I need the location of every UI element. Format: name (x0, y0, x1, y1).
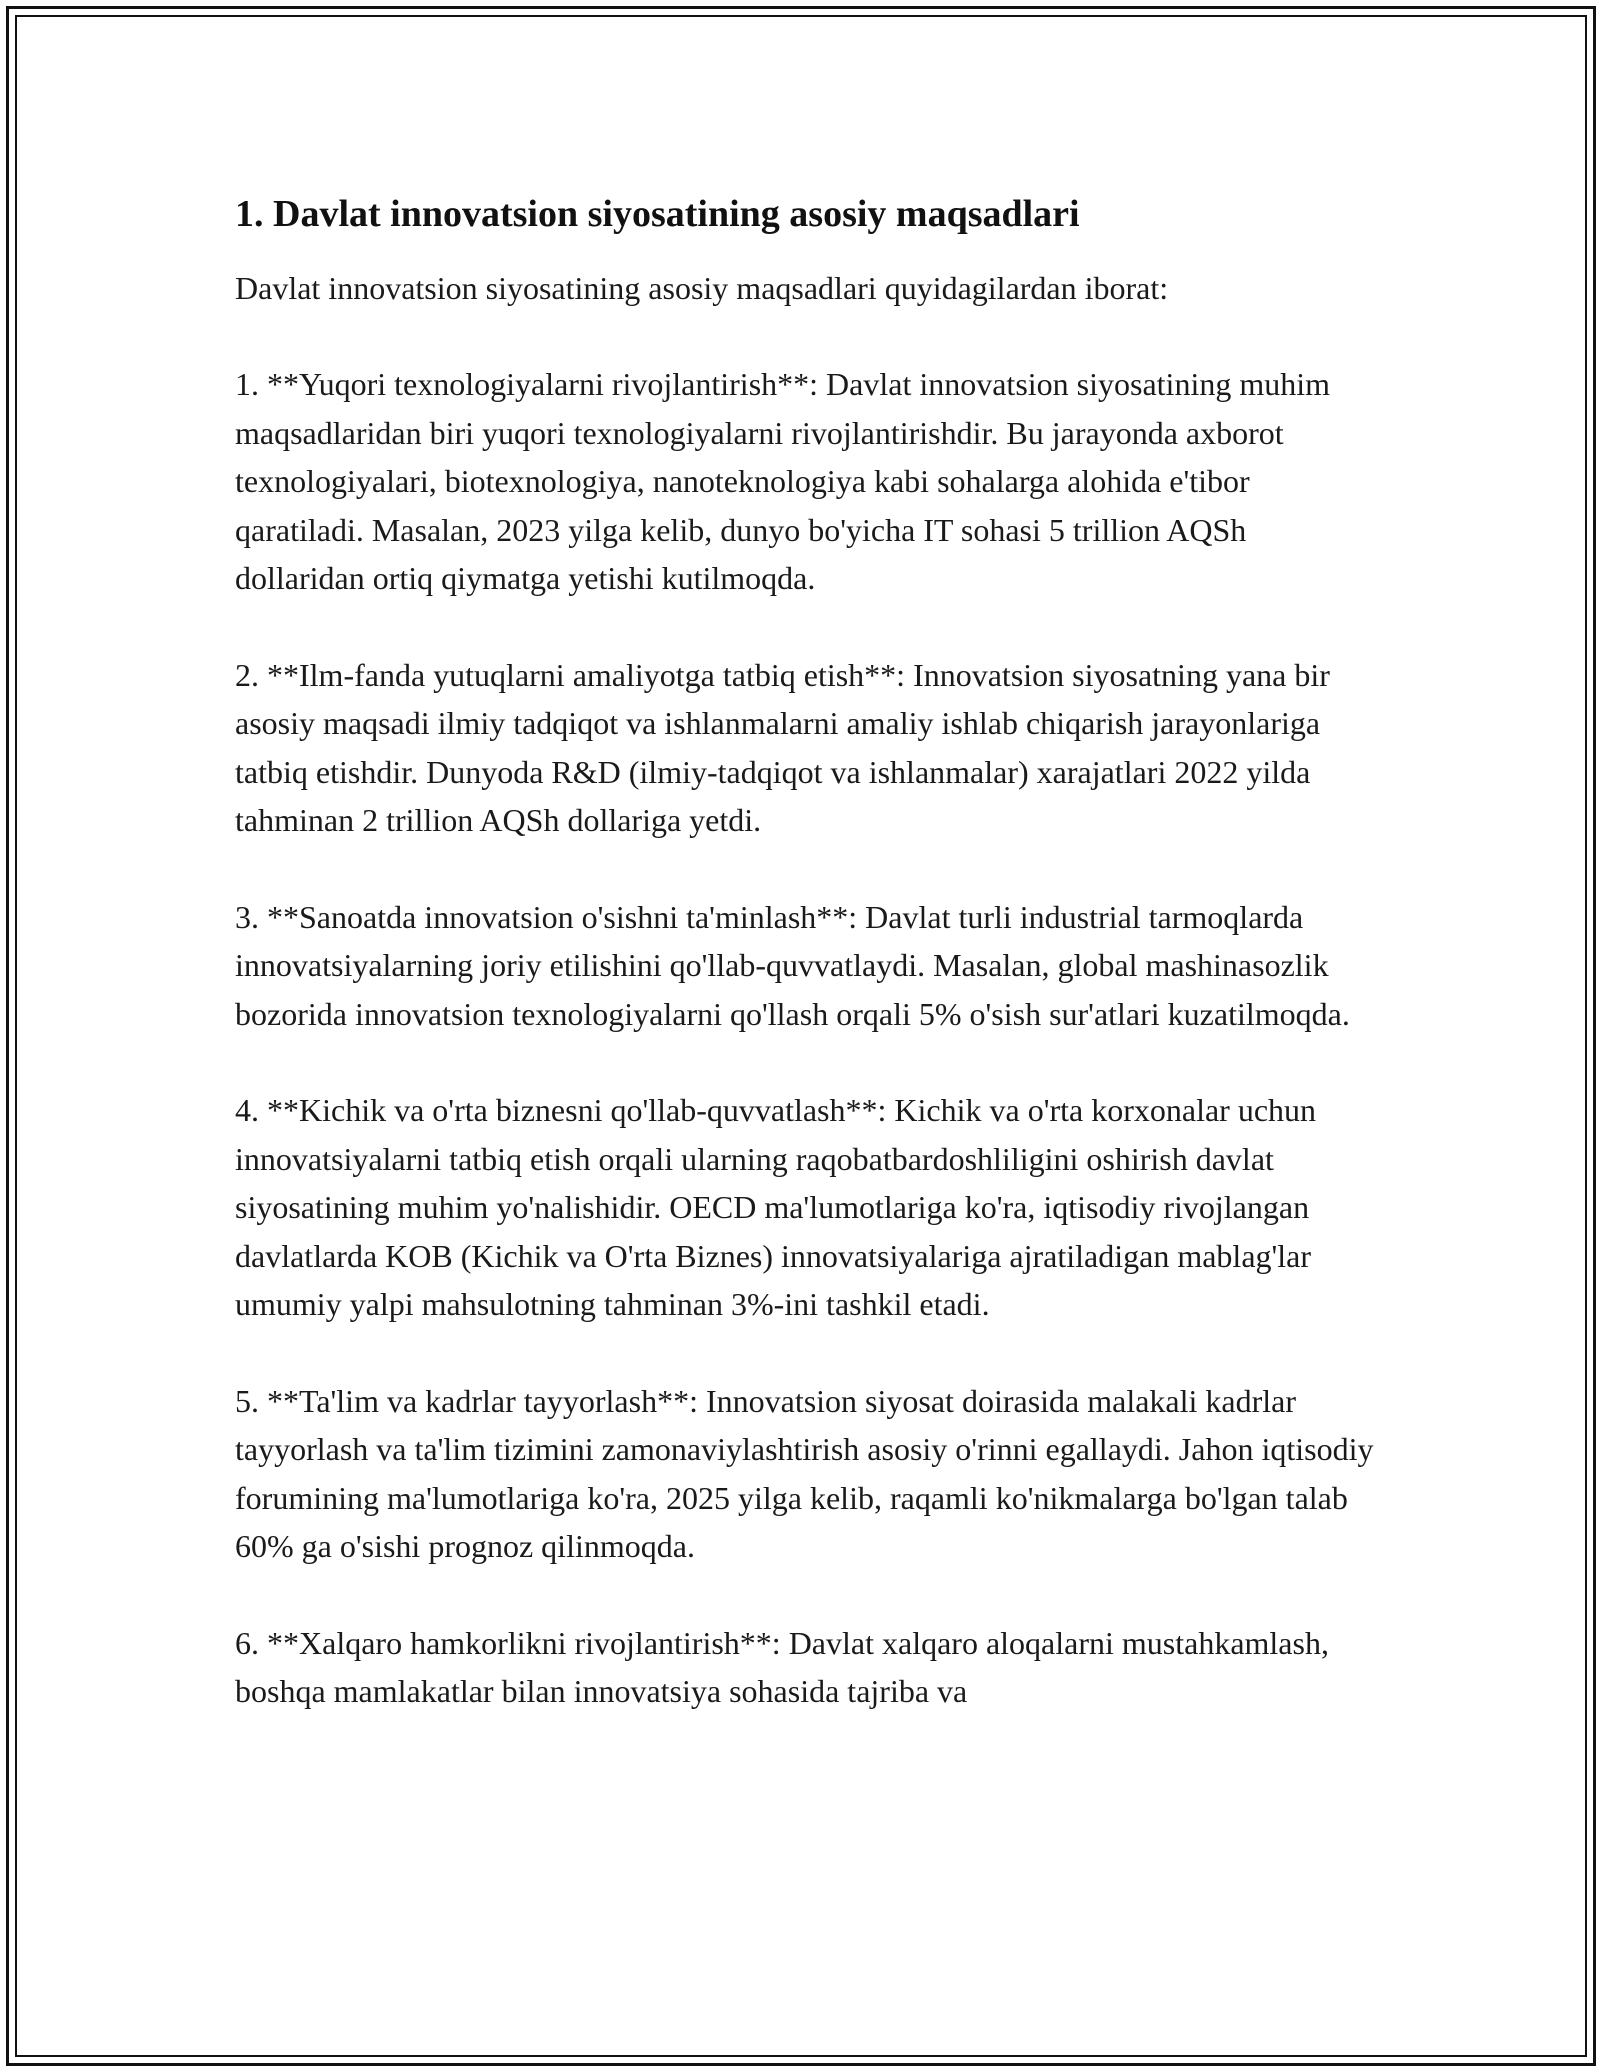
intro-paragraph: Davlat innovatsion siyosatining asosiy maqsadlari quyidagilardan iborat: (235, 270, 1169, 306)
list-item-6: 6. **Xalqaro hamkorlikni rivojlantirish**: Davlat xalqaro aloqalarni mustahkamlash, boshqa mamlakatlar bilan innovatsiya sohasida tajriba va (235, 1624, 1329, 1709)
list-item-4: 4. **Kichik va o'rta biznesni qo'llab-quvvatlash**: Kichik va o'rta korxonalar uchun innovatsiyalarni tatbiq etish orqali ularning raqobatbardoshliligini oshirish davlat siyosatining muhim yo'nalishidir. OECD ma'lumotlariga ko'ra, iqtisodiy rivojlangan davlatlarda KOB (Kichik va O'rta Biznes) innovatsiyalariga ajratiladigan mablag'lar umumiy yalpi mahsulotning tahminan 3%-ini tashkil etadi. (235, 1092, 1317, 1322)
list-item-1: 1. **Yuqori texnologiyalarni rivojlantirish**: Davlat innovatsion siyosatining muhim maqsadlaridan biri yuqori texnologiyalarni rivojlantirishdir. Bu jarayonda axborot texnologiyalari, biotexnologiya, nanoteknologiya kabi sohalarga alohida e'tibor qaratiladi. Masalan, 2023 yilga kelib, dunyo bo'yicha IT sohasi 5 trillion AQSh dollaridan ortiq qiymatga yetishi kutilmoqda. (235, 366, 1330, 596)
list-item-5: 5. **Ta'lim va kadrlar tayyorlash**: Innovatsion siyosat doirasida malakali kadrlar tayyorlash va ta'lim tizimini zamonaviylashtirish asosiy o'rinni egallaydi. Jahon iqtisodiy forumining ma'lumotlariga ko'ra, 2025 yilga kelib, raqamli ko'nikmalarga bo'lgan talab 60% ga o'sishi prognoz qilinmoqda. (235, 1382, 1374, 1564)
section-title: 1. Davlat innovatsion siyosatining asosiy maqsadlari (235, 193, 1080, 235)
list-item-3: 3. **Sanoatda innovatsion o'sishni ta'minlash**: Davlat turli industrial tarmoqlarda innovatsiyalarning joriy etilishini qo'llab-quvvatlaydi. Masalan, global mashinasozlik bozorida innovatsion texnologiyalarni qo'llash orqali 5% o'sish sur'atlari kuzatilmoqda. (235, 898, 1350, 1032)
list-item-2: 2. **Ilm-fanda yutuqlarni amaliyotga tatbiq etish**: Innovatsion siyosatning yana bir asosiy maqsadi ilmiy tadqiqot va ishlanmalarni amaliy ishlab chiqarish jarayonlariga tatbiq etishdir. Dunyoda R&D (ilmiy-tadqiqot va ishlanmalar) xarajatlari 2022 yilda tahminan 2 trillion AQSh dollariga yetdi. (235, 656, 1330, 838)
document-body (235, 190, 1375, 1716)
